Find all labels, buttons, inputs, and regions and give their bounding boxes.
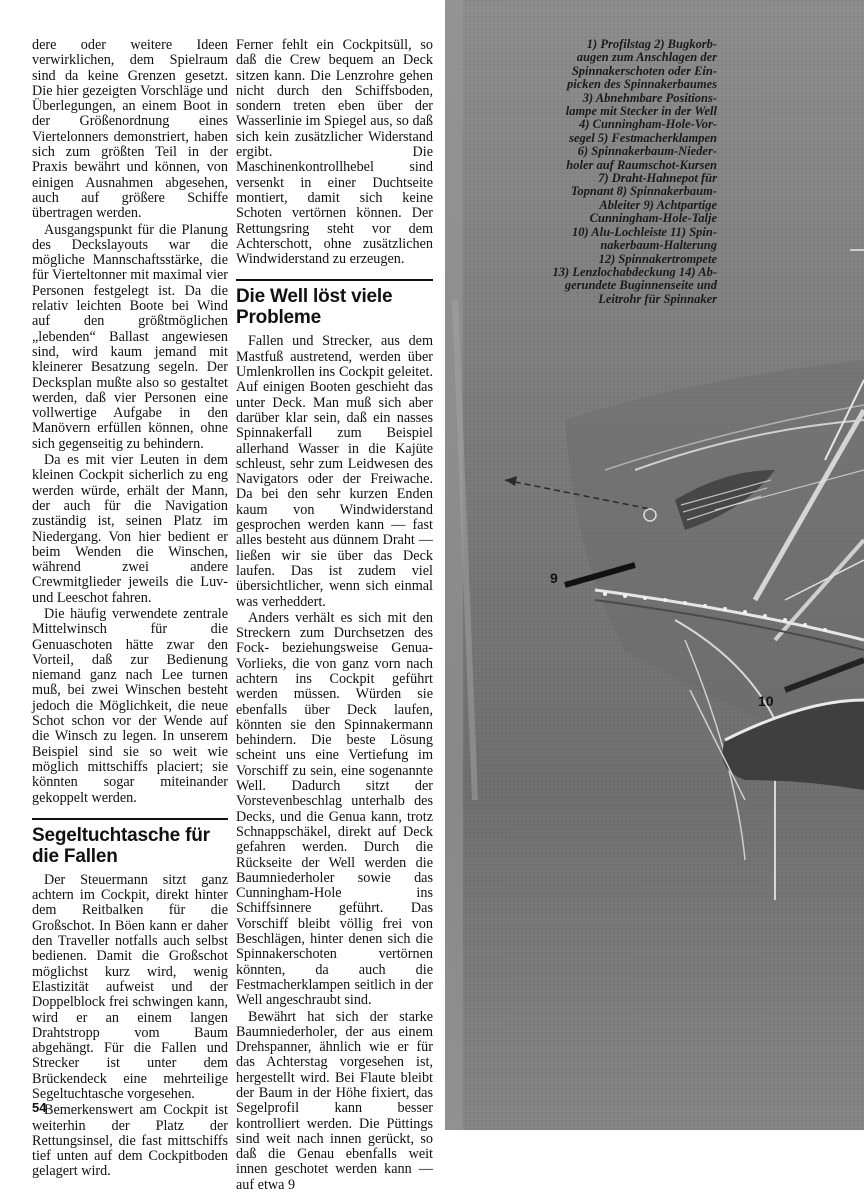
legend-line: 1) Profilstag 2) Bugkorb- xyxy=(586,37,717,51)
legend-line: lampe mit Stecker in der Well xyxy=(565,104,717,119)
callout-10: 10 xyxy=(758,693,774,709)
legend-line: 10) Alu-Lochleiste 11) Spin- xyxy=(571,224,717,239)
legend-line: augen zum Anschlagen der xyxy=(576,50,717,65)
deck-layout-photo xyxy=(445,0,864,1130)
legend-line: 7) Draht-Hahnepot für xyxy=(598,171,717,186)
paragraph: Bemerkenswert am Cockpit ist weiterhin der Platz der Rettungsinsel, die fast mittschiffs tief unten auf dem Cockpitboden gelagert wird. xyxy=(32,1102,228,1180)
paragraph: dere oder weitere Ideen verwirklichen, dem Spielraum sind da keine Grenzen gesetzt. Die hier gezeigten Vorschläge und Überlegungen, an einem Boot in der Größenordnung eines Viertelonners demonstriert, haben sich zum größten Teil in der Praxis bewährt und können, von einigen Ausnahmen abgesehen, auch auf größere Schiffe übertragen werden. xyxy=(32,37,228,222)
text-column-middle xyxy=(236,38,433,1194)
paragraph: Da es mit vier Leuten in dem kleinen Cockpit sicherlich zu eng werden würde, erhält der Mann, der auch für die Navigation zuständig ist, seinen Platz im Niedergang. Von hier bedient er beim Wenden die Winschen, während zwei andere Crewmitglieder jeweils die Luv- und Leeschot fahren. xyxy=(32,452,228,606)
legend-line: segel 5) Festmacherklampen xyxy=(569,130,717,145)
paragraph: Der Steuermann sitzt ganz achtern im Cockpit, direkt hinter dem Reitbalken für die Großschot. In Böen kann er daher den Traveller notfalls auch selbst bedienen. Damit die Großschot möglichst kurz wird, wenig Elastizität aufweist und der Doppelblock frei schwingen kann, wird er an einem langen Drahtstropp vom Baum abgehängt. Für die Fallen und Strecker ist unter dem Brückendeck eine mehrteilige Segeltuchtasche vorgesehen. xyxy=(32,871,228,1102)
section-heading: Die Well löst viele Probleme xyxy=(236,279,433,328)
section-heading: Segeltuchtasche für die Fallen xyxy=(32,818,228,867)
paragraph: Bewährt hat sich der starke Baumniederholer, der aus einem Drehspanner, ähnlich wie er für das Achterstag vorgesehen ist, hergestellt wird. Bei Flaute bleibt der Baum in der Höhe fixiert, das Segelprofil kann besser kontrolliert werden. Die Püttings sind weit nach innen gerückt, so daß die Genau ebenfalls weit innen geschotet werden kann — auf etwa 9 xyxy=(236,1008,433,1193)
legend-line: Topnant 8) Spinnakerbaum- xyxy=(570,184,717,199)
paragraph: Ausgangspunkt für die Planung des Deckslayouts war die mögliche Mannschaftsstärke, die für Vierteltonner mit maximal vier Personen festgelegt ist. Da die relativ leichten Boote bei Wind auf den größtmöglichen „lebenden“ Ballast angewiesen sind, wird kaum jemand mit kleinerer Besatzung segeln. Der Decksplan mußte also so gestaltet werden, daß vier Personen eine vollwertige Aufgabe in den Manövern erfüllen können, ohne sich gegenseitig zu behindern. xyxy=(32,221,228,452)
figure-legend xyxy=(485,38,717,306)
legend-line: Spinnakerschoten oder Ein- xyxy=(571,63,717,78)
callout-9: 9 xyxy=(550,570,558,586)
legend-line: Cunningham-Hole-Talje xyxy=(589,211,717,226)
legend-line: 6) Spinnakerbaum-Nieder- xyxy=(577,144,717,159)
legend-line: picken des Spinnakerbaumes xyxy=(566,77,717,92)
text-column-left xyxy=(32,38,228,1181)
paragraph: Ferner fehlt ein Cockpitsüll, so daß die Crew bequem an Deck sitzen kann. Die Lenzrohre gehen nicht durch den Schiffsboden, sondern treten eben über der Wasserlinie im Spiegel aus, so daß sich kein zusätzlicher Widerstand ergibt. Die Maschinenkontrollhebel sind versenkt in einer Duchtseite montiert, damit sich keine Schoten vertörnen können. Der Rettungsring steht vor dem Achterschott, ohne zusätzlichen Windwiderstand zu erzeugen. xyxy=(236,37,433,268)
legend-line: 13) Lenzlochabdeckung 14) Ab- xyxy=(552,264,717,279)
legend-line: nakerbaum-Halterung xyxy=(600,238,717,253)
paragraph: Anders verhält es sich mit den Streckern zum Durchsetzen des Fock- beziehungsweise Genua-Vorlieks, die von ganz vorn nach achtern ins Cockpit geführt werden müssen. Würden sie ebenfalls über Deck laufen, könnten sie den Spinnakermann behindern. Die beste Lösung scheint uns eine Vertiefung im Vorschiff zu sein, eine sogenannte Well. Dadurch sitzt der Vorstevenbeschlag unterhalb des Decks, und die Genua kann, trotz Schnappschäkel, direkt auf Deck gefahren werden. Durch die Rückseite der Well werden die Baumniederholer sowie das Cunningham-Hole ins Schiffsinnere geführt. Das Vorschiff bleibt völlig frei von Beschlägen, hinter denen sich die Spinnakerschoten vertörnen könnten, da auch die Festmacherklampen seitlich in der Well angeschraubt sind. xyxy=(236,609,433,1009)
paragraph: Die häufig verwendete zentrale Mittelwinsch für die Genuaschoten hätte zwar den Vorteil, daß zur Bedienung niemand ganz nach Lee turnen muß, bei zwei Winschen besteht jedoch die Möglichkeit, die neue Schot schon vor der Wende auf die Winsch zu legen. In unserem Beispiel sind sie so weit wie möglich mittschiffs placiert; sie könnten sogar miteinander gekoppelt werden. xyxy=(32,605,228,806)
legend-line: gerundete Buginnenseite und xyxy=(564,278,717,293)
legend-line: 4) Cunningham-Hole-Vor- xyxy=(579,117,717,132)
legend-line: 12) Spinnakertrompete xyxy=(598,251,717,266)
legend-line: 3) Abnehmbare Positions- xyxy=(582,90,717,105)
legend-line: Leitrohr für Spinnaker xyxy=(598,291,717,306)
legend-line: holer auf Raumschot-Kursen xyxy=(566,157,717,172)
page-number: 54 xyxy=(32,1100,47,1115)
paragraph: Fallen und Strecker, aus dem Mastfuß austretend, werden über Umlenkrollen ins Cockpit geleitet. Auf einigen Booten geschieht das unter Deck. Man muß sich aber darüber klar sein, daß ein nasses Spinnakerfall zum Beispiel allerhand Wasser in die Kajüte schleust, sehr zum Leidwesen des Navigators oder der Freiwache. Da bei den sehr kurzen Enden kaum von Windwiderstand gesprochen werden kann — fast alles besteht aus dünnem Draht — ließen wir sie über das Deck laufen. Das ist zudem viel übersichtlicher, wenn sich einmal was verheddert. xyxy=(236,333,433,610)
legend-line: Ableiter 9) Achtpartige xyxy=(599,197,717,212)
